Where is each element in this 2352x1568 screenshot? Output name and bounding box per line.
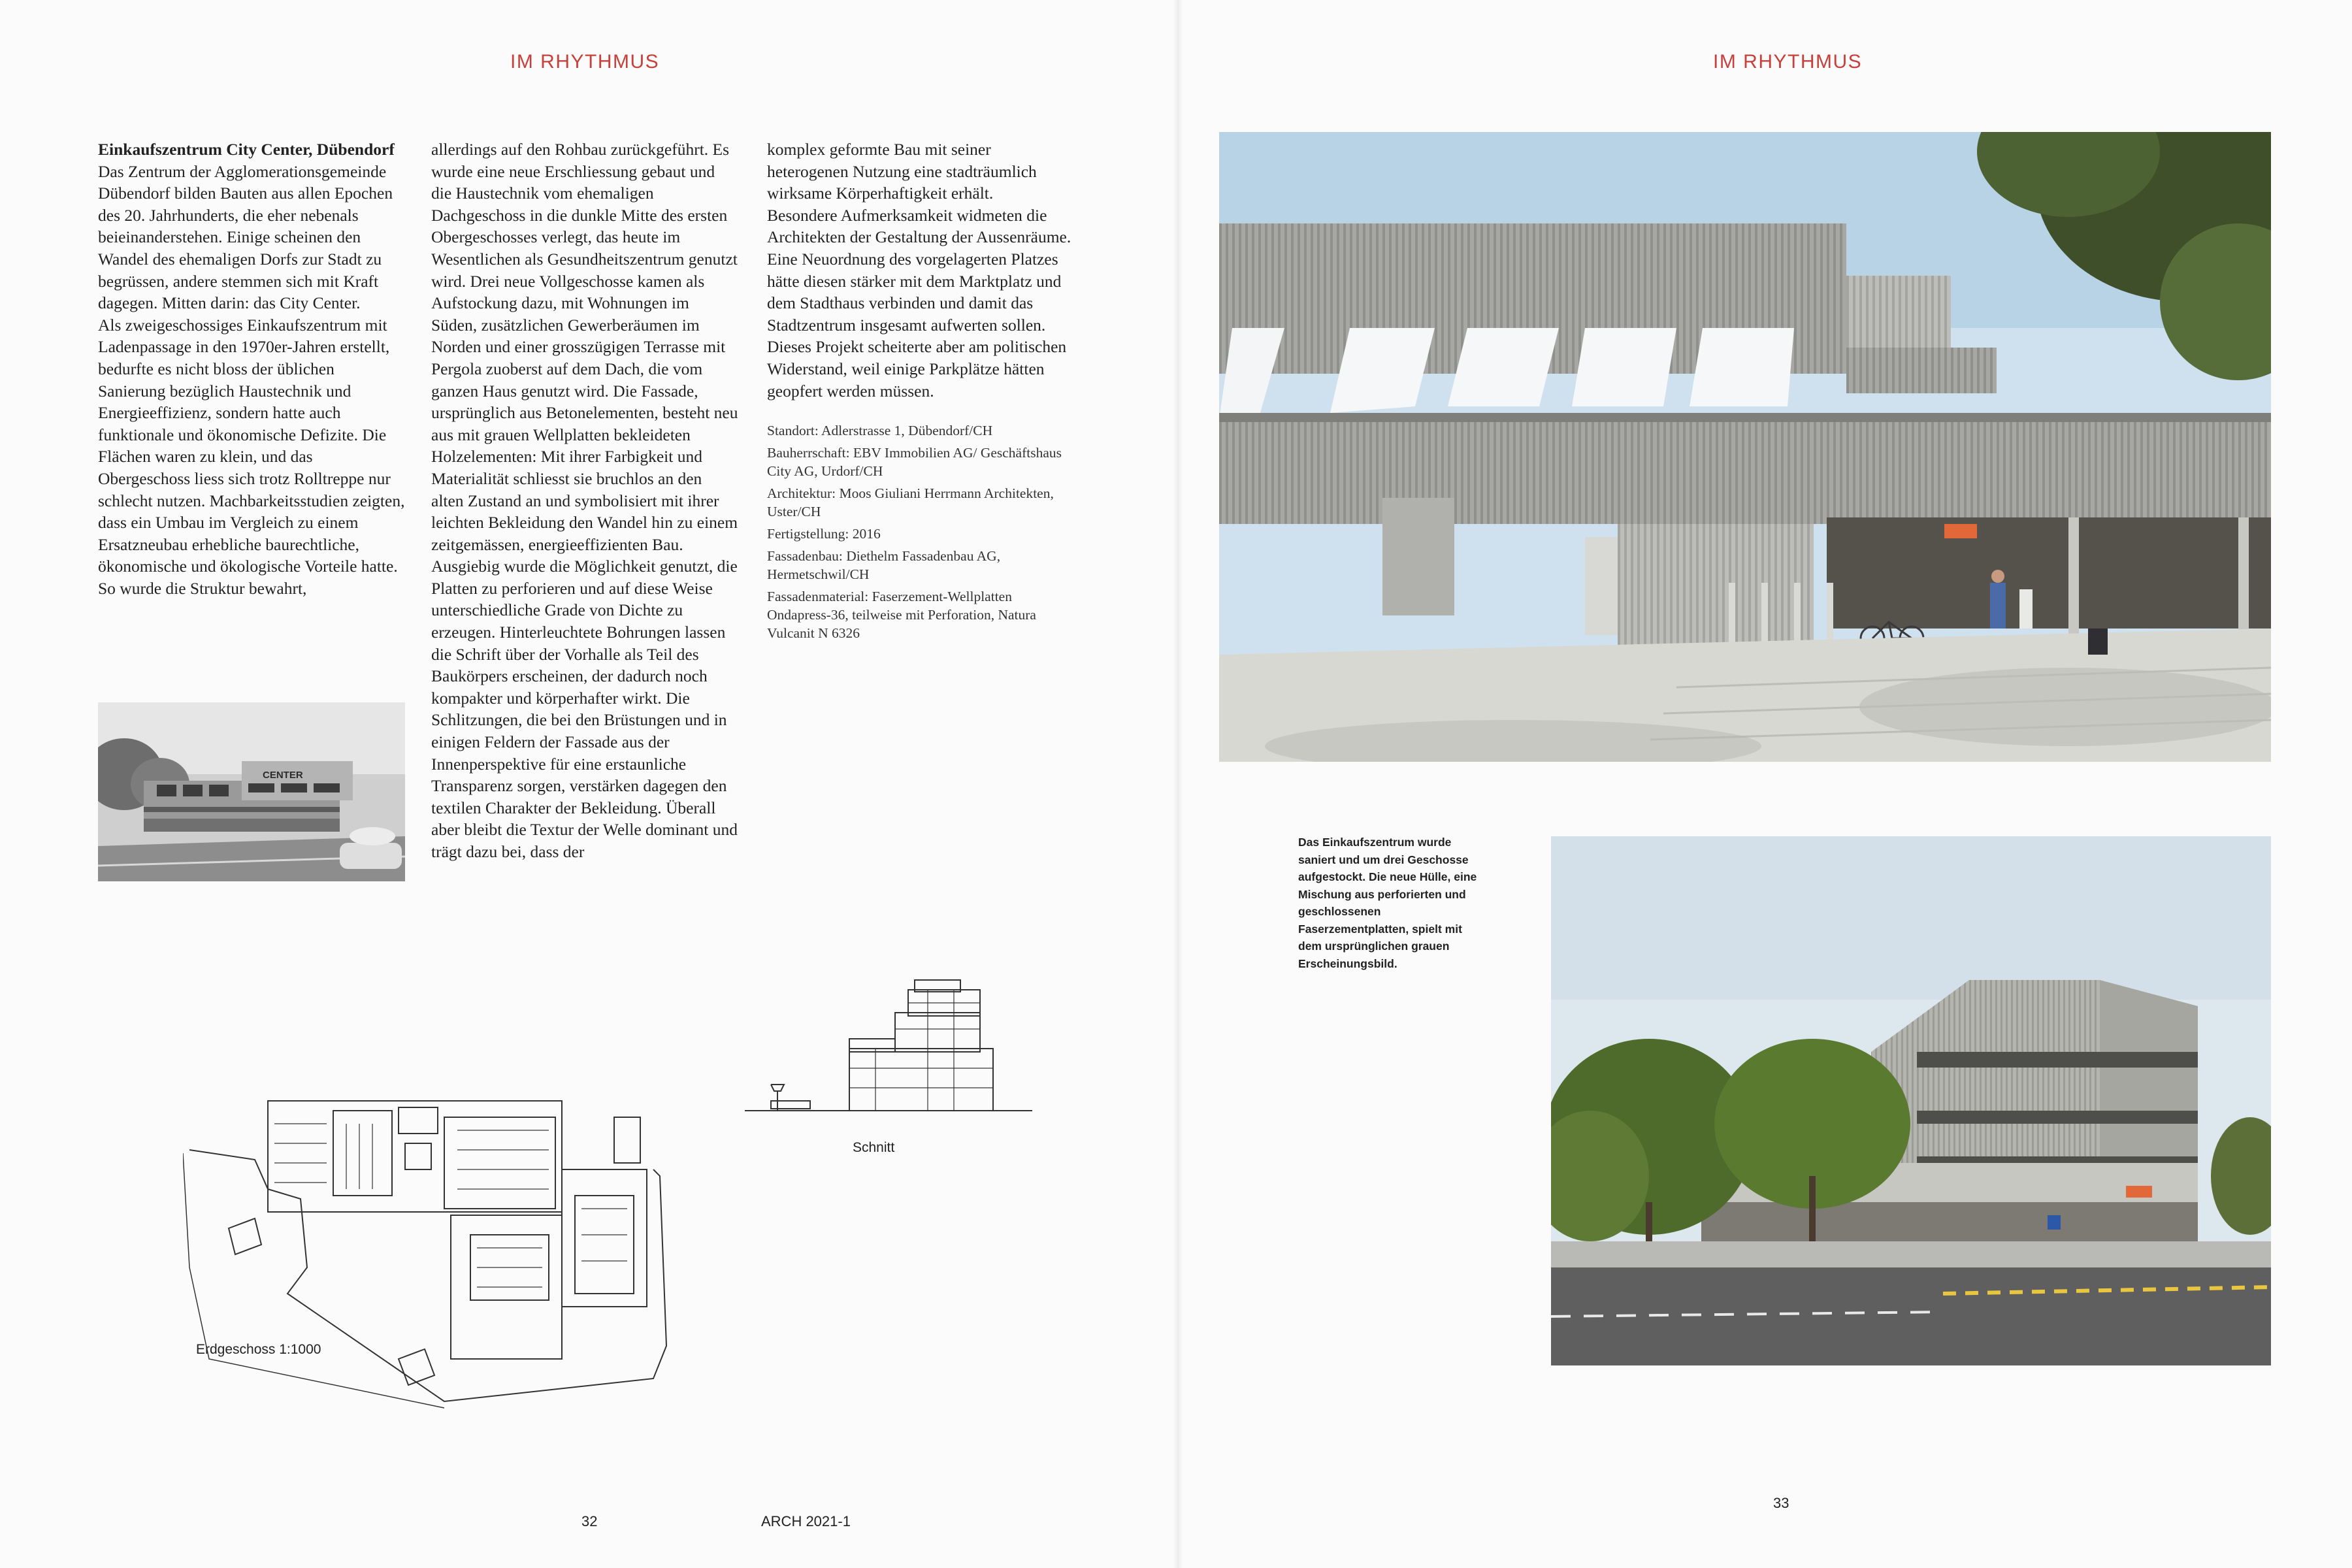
body-text-col3a: komplex geformte Bau mit seiner heterogenen Nutzung eine stadträumlich wirksame Körperhaftigkeit erhält.	[767, 140, 1037, 203]
fact-item: Bauherrschaft: EBV Immobilien AG/ Geschäftshaus City AG, Urdorf/CH	[767, 445, 1062, 480]
text-column-2	[431, 139, 738, 863]
left-running-head: IM RHYTHMUS	[510, 51, 660, 73]
fact-item: Fassadenmaterial: Faserzement-Wellplatten Ondapress-36, teilweise mit Perforation, Natura Vulcanit N 6326	[767, 589, 1036, 642]
body-text-col3b: Besondere Aufmerksamkeit widmeten die Architekten der Gestaltung der Aussenräume. Eine Neuordnung des vorgelagerten Platzes hätte diesen stärker mit dem Marktplatz und dem Stadthaus verbinden und damit das Stadtzentrum insgesamt aufwerten sollen. Dieses Projekt scheiterte aber am politischen Widerstand, weil einige Parkplätze hätten geopfert werden müssen.	[767, 205, 1071, 400]
page-number-left: 32	[581, 1513, 598, 1529]
floor-plan-drawing	[183, 1071, 693, 1411]
fact-item: Standort: Adlerstrasse 1, Dübendorf/CH	[767, 423, 993, 439]
main-facade-photo	[1219, 132, 2271, 762]
page-gutter	[1173, 0, 1183, 1568]
section-caption: Schnitt	[853, 1140, 895, 1155]
old-building-photo	[98, 702, 405, 881]
article-title: Einkaufszentrum City Center, Dübendorf	[98, 140, 395, 159]
old-photo-sign: CENTER	[263, 770, 303, 781]
magazine-issue: ARCH 2021-1	[761, 1513, 851, 1529]
fact-item: Fassadenbau: Diethelm Fassadenbau AG, Hermetschwil/CH	[767, 548, 1001, 583]
right-running-head: IM RHYTHMUS	[1713, 51, 1863, 73]
body-text-col1: Als zweigeschossiges Einkaufszentrum mit Ladenpassage in den 1970er-Jahren erstellt, bedurfte es nicht bloss der üblichen Sanierung bezüglich Haustechnik und Energieeffizienz, sondern hatte auch funktionale und ökonomische Defizite. Die Flächen waren zu klein, und das Obergeschoss liess sich trotz Rolltreppe nur schlecht nutzen. Machbarkeitsstudien zeigten, dass ein Umbau im Vergleich zu einem Ersatzneubau erhebliche baurechtliche, ökonomische und ökologische Vorteile hatte. So wurde die Struktur bewahrt,	[98, 315, 405, 598]
article-intro: Das Zentrum der Agglomerationsgemeinde Dübendorf bilden Bauten aus allen Epochen des 20. Jahrhunderts, die eher nebenals beieinanderstehen. Einige scheinen den Wandel des ehemaligen Dorfs zur Stadt zu begrüssen, andere stemmen sich mit Kraft dagegen. Mitten darin: das City Center.	[98, 161, 393, 313]
plan-caption: Erdgeschoss 1:1000	[196, 1342, 321, 1357]
page-number-right: 33	[1773, 1495, 1789, 1511]
photo-caption: Das Einkaufszentrum wurde saniert und um drei Geschosse aufgestockt. Die neue Hülle, eine Mischung aus perforierten und geschlossenen Faserzementplatten, spielt mit dem ursprünglichen grauen Erscheinungsbild.	[1298, 836, 1477, 970]
fact-item: Fertigstellung: 2016	[767, 526, 881, 542]
section-drawing	[745, 977, 1032, 1127]
fact-item: Architektur: Moos Giuliani Herrmann Architekten, Uster/CH	[767, 485, 1054, 520]
text-column-1	[98, 139, 405, 599]
text-column-3	[767, 139, 1074, 646]
body-text-col2: allerdings auf den Rohbau zurückgeführt. Es wurde eine neue Erschliessung gebaut und die Haustechnik vom ehemaligen Dachgeschoss in die dunkle Mitte des ersten Obergeschosses verlegt, das heute im Wesentlichen als Gesundheitszentrum genutzt wird. Drei neue Vollgeschosse kamen als Aufstockung dazu, mit Wohnungen im Süden, zusätzlichen Gewerberäumen im Norden und einer grosszügigen Terrasse mit Pergola zuoberst auf dem Dach, die vom ganzen Haus genutzt wird. Die Fassade, ursprünglich aus Betonelementen, besteht neu aus mit grauen Wellplatten bekleideten Holzelementen: Mit ihrer Farbigkeit und Materialität schliesst sie bruchlos an den alten Zustand an und symbolisiert mit ihrer leichten Bekleidung den Wandel hin zu einem zeitgemässen, energieeffizienten Bau. Ausgiebig wurde die Möglichkeit genutzt, die Platten zu perforieren und auf diese Weise unterschiedliche Grade von Dichte zu erzeugen. Hinterleuchtete Bohrungen lassen die Schrift über der Vorhalle als Teil des Baukörpers erscheinen, der dadurch noch kompakter und körperhafter wirkt. Die Schlitzungen, die bei den Brüstungen und in einigen Feldern der Fassade aus der Innenperspektive für eine erstaunliche Transparenz sorgen, verstärken dagegen den textilen Charakter der Bekleidung. Überall aber bleibt die Textur der Welle dominant und trägt dazu bei, dass der	[431, 140, 738, 861]
street-view-photo	[1551, 836, 2271, 1365]
project-facts	[767, 421, 1074, 642]
